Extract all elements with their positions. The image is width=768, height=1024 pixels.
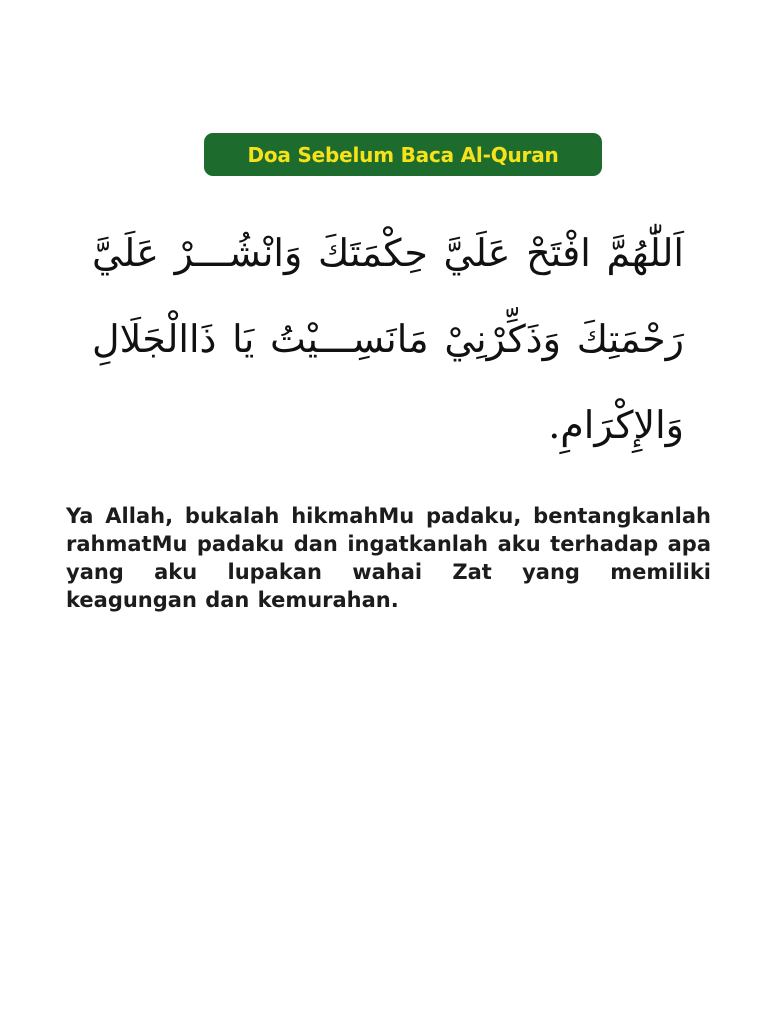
page-title: Doa Sebelum Baca Al-Quran (247, 142, 559, 167)
arabic-prayer-text: اَللّٰهُمَّ افْتَحْ عَلَيَّ حِكْمَتَكَ وَانْشُـــرْ عَلَيَّ رَحْمَتِكَ وَذَكِّرْنِيْ مَانَسِـــيْتُ يَا ذَاالْجَلَالِ وَالإِكْرَامِ. (92, 231, 684, 447)
prayer-translation: Ya Allah, bukalah hikmahMu padaku, bentangkanlah rahmatMu padaku dan ingatkanlah aku terhadap apa yang aku lupakan wahai Zat yang memiliki keagungan dan kemurahan. (66, 504, 711, 612)
title-badge (204, 133, 602, 176)
